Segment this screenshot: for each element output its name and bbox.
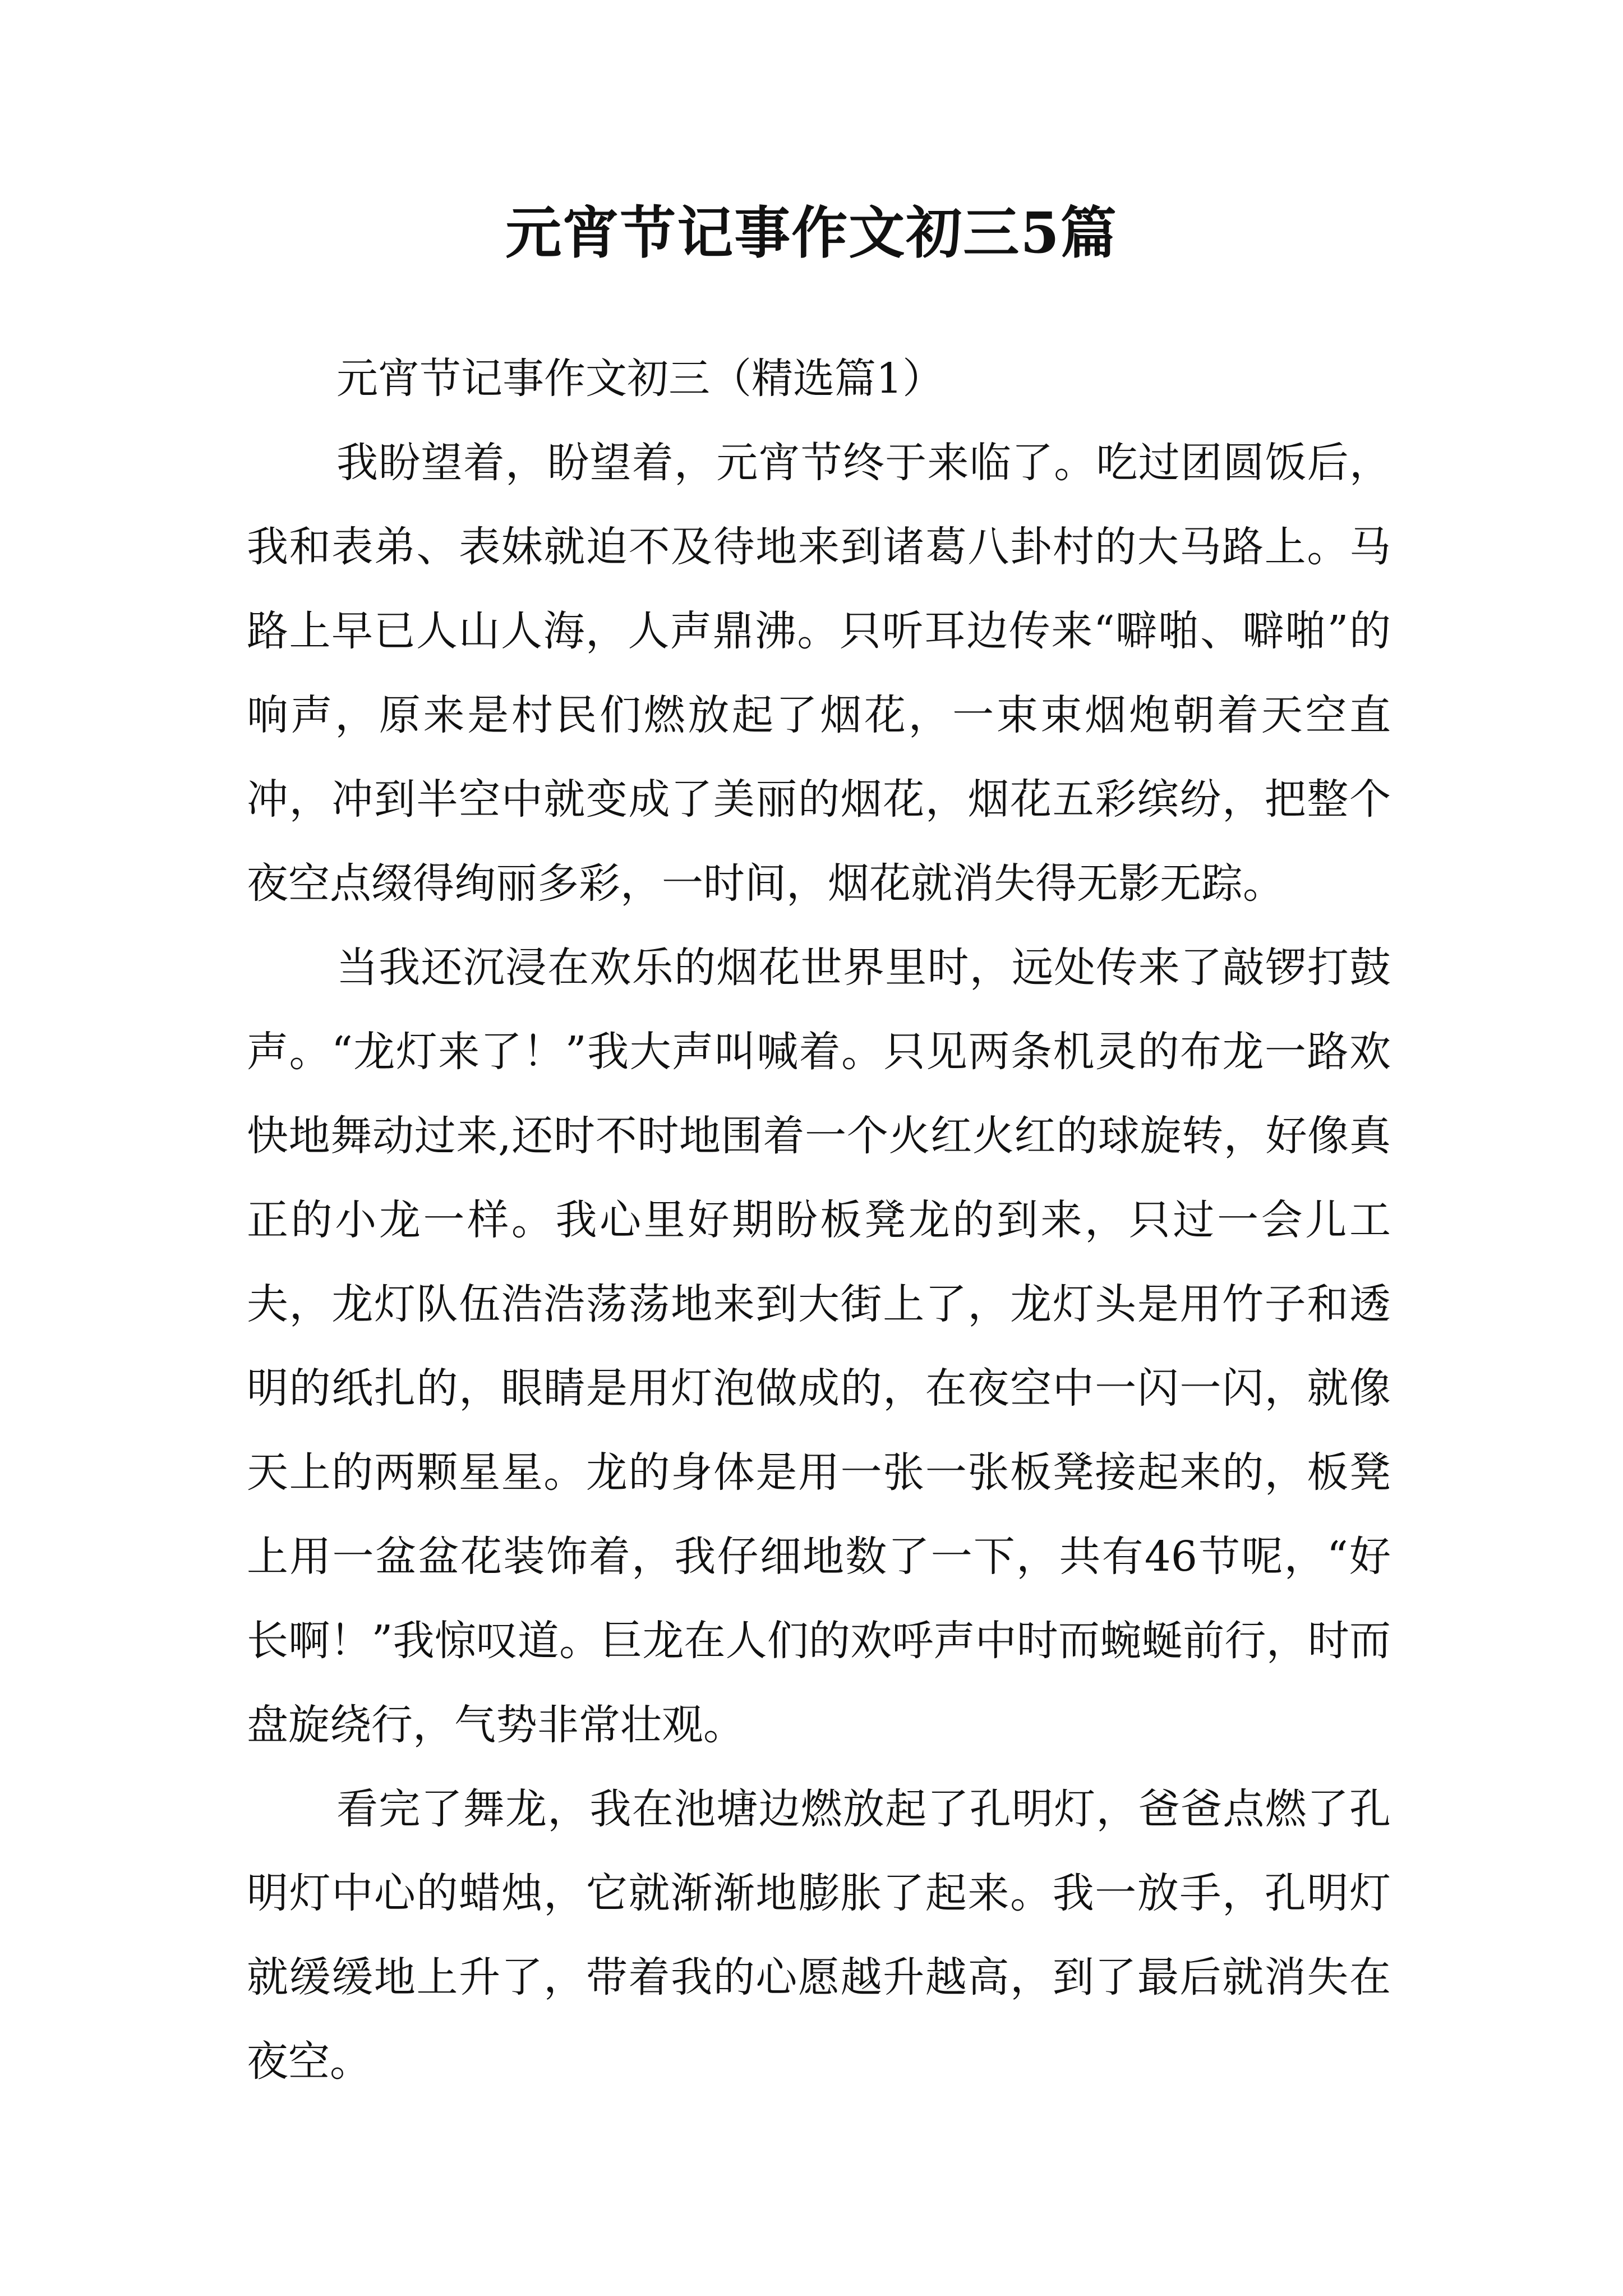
paragraph-1: 我盼望着，盼望着，元宵节终于来临了。吃过团圆饭后，我和表弟、表妹就迫不及待地来到诸葛八卦村的大马路上。马路上早已人山人海，人声鼎沸。只听耳边传来“噼啪、噼啪”的响声，原来是村民们燃放起了烟花，一束束烟炮朝着天空直冲，冲到半空中就变成了美丽的烟花，烟花五彩缤纷，把整个夜空点缀得绚丽多彩，一时间，烟花就消失得无影无踪。 xyxy=(247,439,1391,908)
paragraph-2: 当我还沉浸在欢乐的烟花世界里时，远处传来了敲锣打鼓声。“龙灯来了！”我大声叫喊着。只见两条机灵的布龙一路欢快地舞动过来,还时不时地围着一个火红火红的球旋转，好像真正的小龙一样。我心里好期盼板凳龙的到来，只过一会儿工夫，龙灯队伍浩浩荡荡地来到大街上了，龙灯头是用竹子和透明的纸扎的，眼睛是用灯泡做成的，在夜空中一闪一闪，就像天上的两颗星星。龙的身体是用一张一张板凳接起来的，板凳上用一盆盆花装饰着，我仔细地数了一下，共有46节呢，“好长啊！”我惊叹道。巨龙在人们的欢呼声中时而蜿蜒前行，时而盘旋绕行，气势非常壮观。 xyxy=(247,944,1391,1749)
paragraph-3: 看完了舞龙，我在池塘边燃放起了孔明灯，爸爸点燃了孔明灯中心的蜡烛，它就渐渐地膨胀了起来。我一放手，孔明灯就缓缓地上升了，带着我的心愿越升越高，到了最后就消失在夜空。 xyxy=(247,1785,1391,2086)
section-heading: 元宵节记事作文初三（精选篇1） xyxy=(336,355,944,403)
document-title: 元宵节记事作文初三5篇 xyxy=(505,200,1118,266)
document-body xyxy=(247,337,1391,2104)
